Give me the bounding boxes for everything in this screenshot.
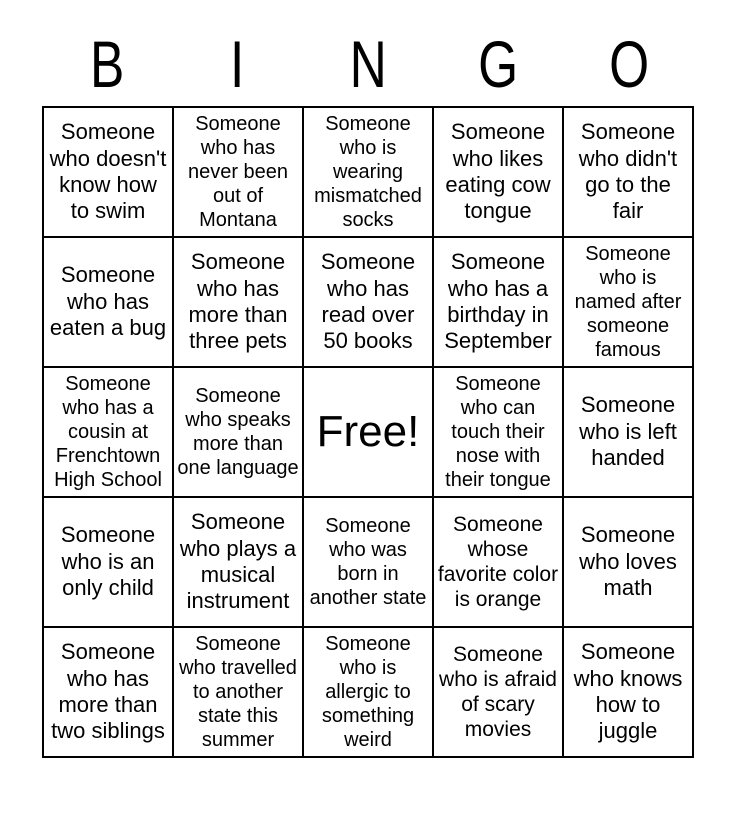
bingo-cell[interactable] [44,238,172,366]
bingo-cell-text: Someone who speaks more than one language [177,385,299,479]
bingo-cell[interactable] [434,108,562,236]
bingo-cell-text: Someone who is afraid of scary movies [439,642,557,742]
bingo-cell-text: Someone who knows how to juggle [573,639,683,744]
bingo-cell-text: Someone who has more than two siblings [51,639,165,744]
bingo-cell[interactable] [44,498,172,626]
bingo-cell-text: Someone who has eaten a bug [49,262,167,341]
bingo-cell[interactable] [44,108,172,236]
bingo-cell-text: Someone who has a birthday in September [444,249,552,354]
bingo-cell[interactable] [564,368,692,496]
bingo-cell[interactable] [434,368,562,496]
bingo-cell-text: Someone who is an only child [60,522,156,601]
bingo-cell-text: Someone who is left handed [579,392,677,471]
bingo-cell[interactable] [434,498,562,626]
bingo-cell[interactable] [434,628,562,756]
bingo-cell[interactable] [304,628,432,756]
bingo-cell[interactable] [44,628,172,756]
bingo-cell[interactable] [564,628,692,756]
bingo-cell[interactable] [304,238,432,366]
bingo-cell-text: Someone who is wearing mismatched socks [314,113,422,231]
bingo-letter-g: G [478,27,519,101]
bingo-letter-b: B [90,27,125,101]
bingo-cell-text: Someone who is named after someone famous [574,243,682,361]
bingo-cell-text: Someone who loves math [579,522,677,601]
bingo-free-cell[interactable] [304,368,432,496]
bingo-cell[interactable] [564,238,692,366]
bingo-cell-text: Someone whose favorite color is orange [437,512,559,612]
bingo-cell-text: Someone who has read over 50 books [320,249,416,354]
bingo-cell[interactable] [174,628,302,756]
bingo-cell-text: Someone who can touch their nose with their tongue [445,373,551,491]
bingo-cell-text: Someone who was born in another state [309,515,427,609]
bingo-cell[interactable] [564,108,692,236]
bingo-cell[interactable] [434,238,562,366]
bingo-cell[interactable] [174,108,302,236]
bingo-cell-text: Someone who plays a musical instrument [179,509,297,614]
bingo-cell-text: Someone who travelled to another state this summer [179,633,297,751]
bingo-cell-text: Someone who is allergic to something weird [321,633,415,751]
bingo-free-cell-text: Free! [316,406,420,456]
bingo-cell[interactable] [304,108,432,236]
bingo-cell-text: Someone who has never been out of Montana [187,113,289,231]
bingo-cell-text: Someone who likes eating cow tongue [445,119,551,224]
bingo-cell[interactable] [174,238,302,366]
bingo-cell[interactable] [304,498,432,626]
bingo-letter-n: N [349,27,387,101]
bingo-grid [42,106,694,758]
bingo-cell-text: Someone who has a cousin at Frenchtown High School [54,373,162,491]
bingo-letter-o: O [608,27,649,101]
bingo-card-page [0,28,736,828]
bingo-cell[interactable] [174,498,302,626]
bingo-cell-text: Someone who has more than three pets [188,249,288,354]
bingo-cell-text: Someone who doesn't know how to swim [49,119,167,224]
bingo-title [42,28,694,100]
bingo-cell[interactable] [564,498,692,626]
bingo-cell-text: Someone who didn't go to the fair [578,119,678,224]
bingo-cell[interactable] [174,368,302,496]
bingo-cell[interactable] [44,368,172,496]
bingo-letter-i: I [230,27,245,101]
